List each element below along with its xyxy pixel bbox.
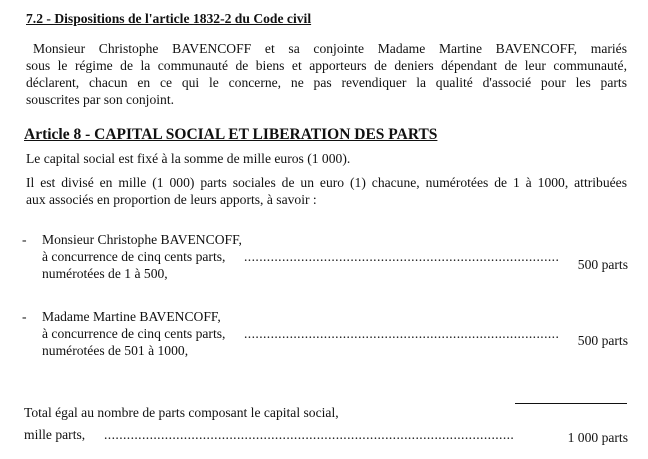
total-rule — [515, 403, 627, 404]
associate-1-leader-dots: ................................................................................... — [244, 249, 560, 264]
associate-1-name: Monsieur Christophe BAVENCOFF, — [42, 232, 242, 247]
section-7-2-title: 7.2 - Dispositions de l'article 1832-2 du Code civil — [26, 11, 312, 26]
associate-1-parts: 500 parts — [577, 257, 628, 272]
total-parts: 1 000 parts — [567, 430, 628, 445]
section-7-2-line-4: souscrites par son conjoint. — [26, 92, 174, 107]
associate-2-name: Madame Martine BAVENCOFF, — [42, 309, 221, 324]
total-line-1: Total égal au nombre de parts composant le capital social, — [24, 405, 339, 420]
associate-1-concurrence: à concurrence de cinq cents parts, — [42, 249, 226, 264]
section-7-2-line-3: déclarent, chacun en ce qui le concerne, ne pas revendiquer la qualité d'associé pour les parts — [26, 75, 627, 90]
total-line-2: mille parts, — [24, 427, 86, 442]
associate-1-dash: - — [22, 232, 27, 247]
article-8-title: Article 8 - CAPITAL SOCIAL ET LIBERATION DES PARTS — [24, 126, 438, 143]
article-8-paragraph-2-line-1: Il est divisé en mille (1 000) parts sociales de un euro (1) chacune, numérotées de 1 à 1000, attribuées — [26, 175, 627, 190]
article-8-paragraph-2-line-2: aux associés en proportion de leurs apports, à savoir : — [26, 192, 317, 207]
associate-2-leader-dots: ................................................................................... — [244, 326, 560, 341]
associate-2-concurrence: à concurrence de cinq cents parts, — [42, 326, 226, 341]
associate-2-parts: 500 parts — [577, 333, 628, 348]
associate-2-dash: - — [22, 309, 27, 324]
associate-2-numbers: numérotées de 501 à 1000, — [42, 343, 189, 358]
total-leader-dots: ............................................................................................................ — [104, 427, 515, 442]
associate-1-numbers: numérotées de 1 à 500, — [42, 266, 168, 281]
section-7-2-line-2: sous le régime de la communauté de biens et apporteurs de deniers dépendant de leur communauté, — [26, 58, 627, 73]
article-8-paragraph-1: Le capital social est fixé à la somme de mille euros (1 000). — [26, 151, 351, 166]
section-7-2-line-1: Monsieur Christophe BAVENCOFF et sa conjointe Madame Martine BAVENCOFF, mariés — [33, 41, 627, 56]
